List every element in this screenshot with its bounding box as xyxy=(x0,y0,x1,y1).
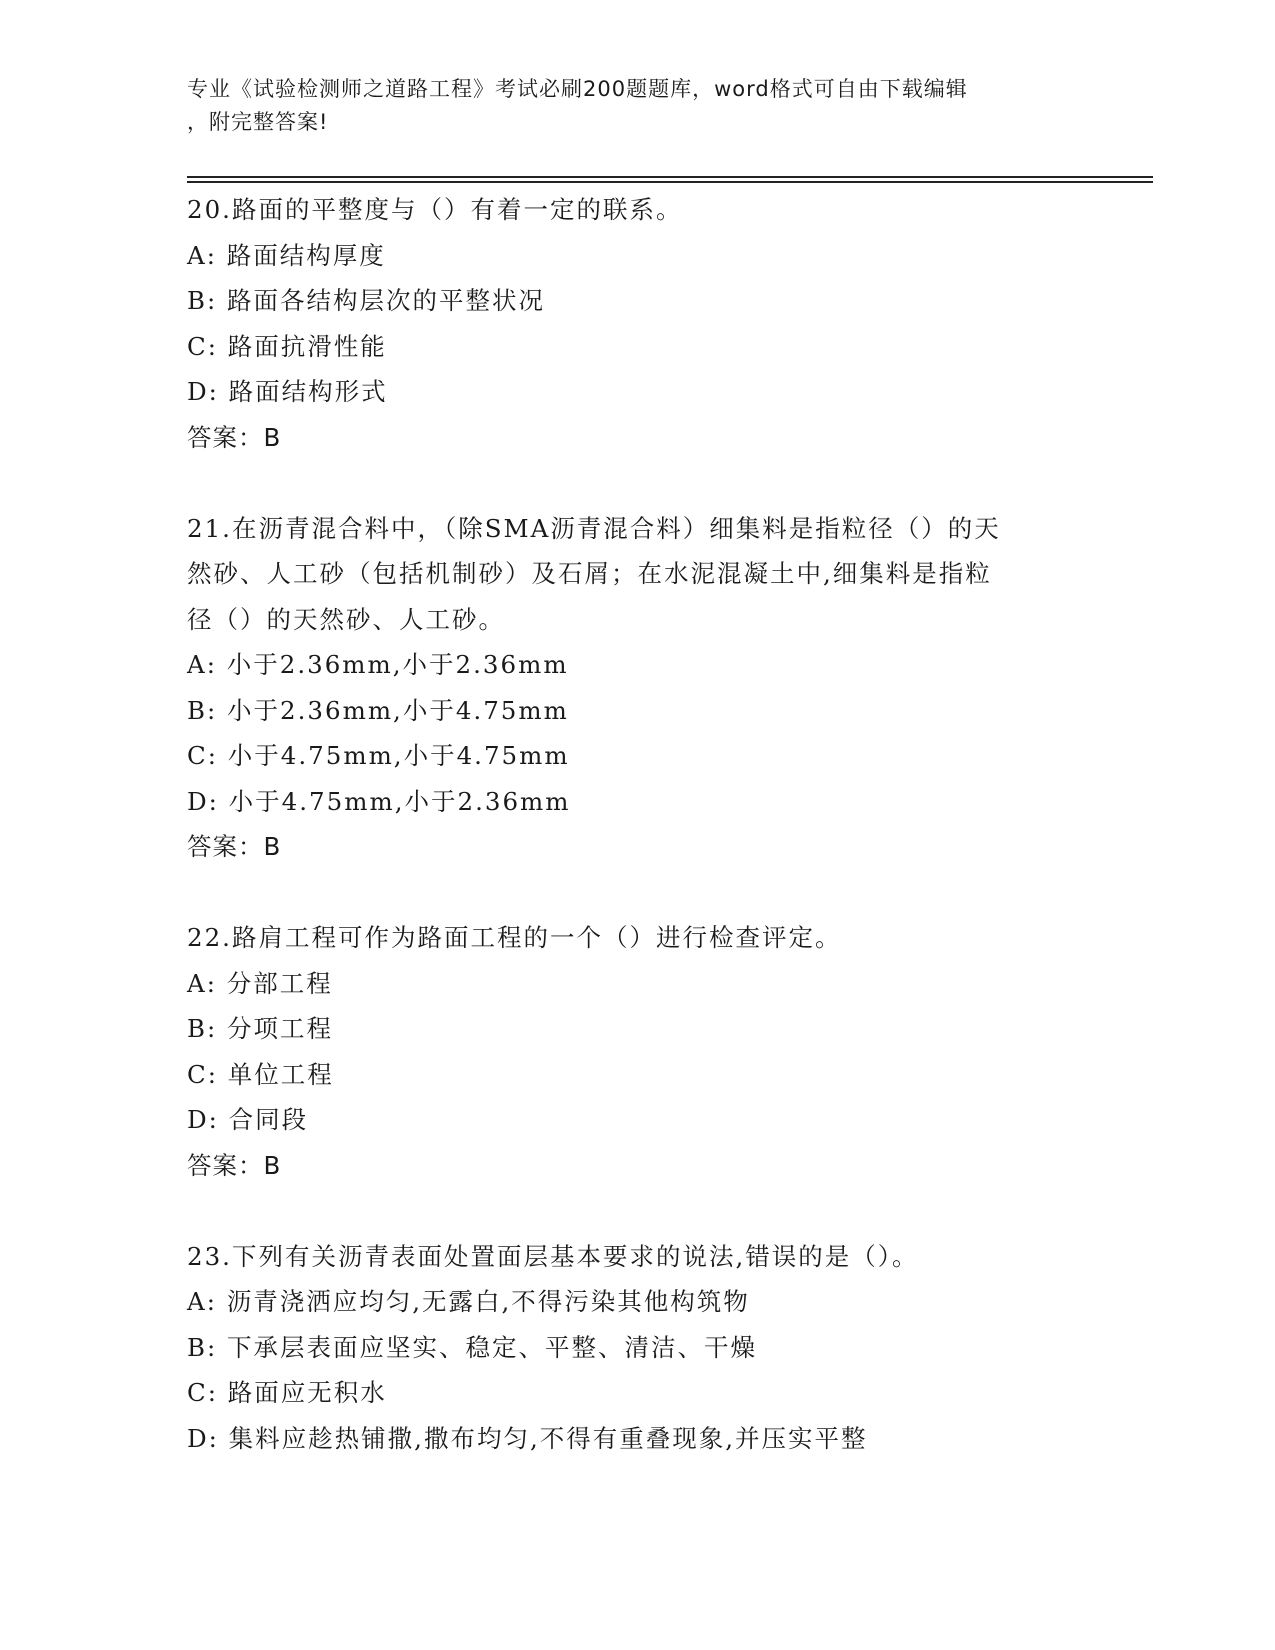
option-c: C: 单位工程 xyxy=(187,1059,334,1089)
header-title-line-2: ，附完整答案! xyxy=(187,110,329,134)
option-a: A: 小于2.36mm,小于2.36mm xyxy=(187,650,569,679)
option-b: B: 下承层表面应坚实、稳定、平整、清洁、干燥 xyxy=(187,1332,758,1362)
question-21 xyxy=(187,506,1087,870)
question-stem: 径（）的天然砂、人工砂。 xyxy=(187,604,505,634)
question-stem: 22.路肩工程可作为路面工程的一个（）进行检查评定。 xyxy=(187,923,842,952)
option-c: C: 小于4.75mm,小于4.75mm xyxy=(187,741,570,770)
question-list xyxy=(187,187,1087,1461)
question-stem: 23.下列有关沥青表面处置面层基本要求的说法,错误的是（）。 xyxy=(187,1241,919,1271)
option-b: B: 路面各结构层次的平整状况 xyxy=(187,286,546,315)
option-a: A: 路面结构厚度 xyxy=(187,240,386,270)
answer: 答案：B xyxy=(187,1150,282,1180)
header-divider-bottom xyxy=(187,181,1153,183)
question-23 xyxy=(187,1234,1087,1462)
header-title-line-1: 专业《试验检测师之道路工程》考试必刷200题题库，word格式可自由下载编辑 xyxy=(187,77,968,101)
option-a: A: 分部工程 xyxy=(187,968,333,998)
option-d: D: 合同段 xyxy=(187,1105,309,1134)
option-d: D: 路面结构形式 xyxy=(187,377,388,406)
question-stem: 21.在沥青混合料中，（除SMA沥青混合料）细集料是指粒径（）的天 xyxy=(187,513,1001,543)
option-a: A: 沥青浇洒应均匀,无露白,不得污染其他构筑物 xyxy=(187,1287,750,1316)
option-d: D: 集料应趁热铺撒,撒布均匀,不得有重叠现象,并压实平整 xyxy=(187,1423,868,1453)
question-stem: 然砂、人工砂（包括机制砂）及石屑；在水泥混凝土中,细集料是指粒 xyxy=(187,559,992,588)
question-22 xyxy=(187,915,1087,1188)
question-20 xyxy=(187,187,1087,460)
answer: 答案：B xyxy=(187,832,282,861)
option-c: C: 路面抗滑性能 xyxy=(187,331,387,361)
answer: 答案：B xyxy=(187,422,282,452)
option-b: B: 小于2.36mm,小于4.75mm xyxy=(187,695,569,725)
option-b: B: 分项工程 xyxy=(187,1014,334,1043)
question-stem: 20.路面的平整度与（）有着一定的联系。 xyxy=(187,195,683,224)
option-d: D: 小于4.75mm,小于2.36mm xyxy=(187,786,571,816)
header-divider-top xyxy=(187,176,1153,178)
document-header xyxy=(187,73,1067,139)
option-c: C: 路面应无积水 xyxy=(187,1378,387,1407)
